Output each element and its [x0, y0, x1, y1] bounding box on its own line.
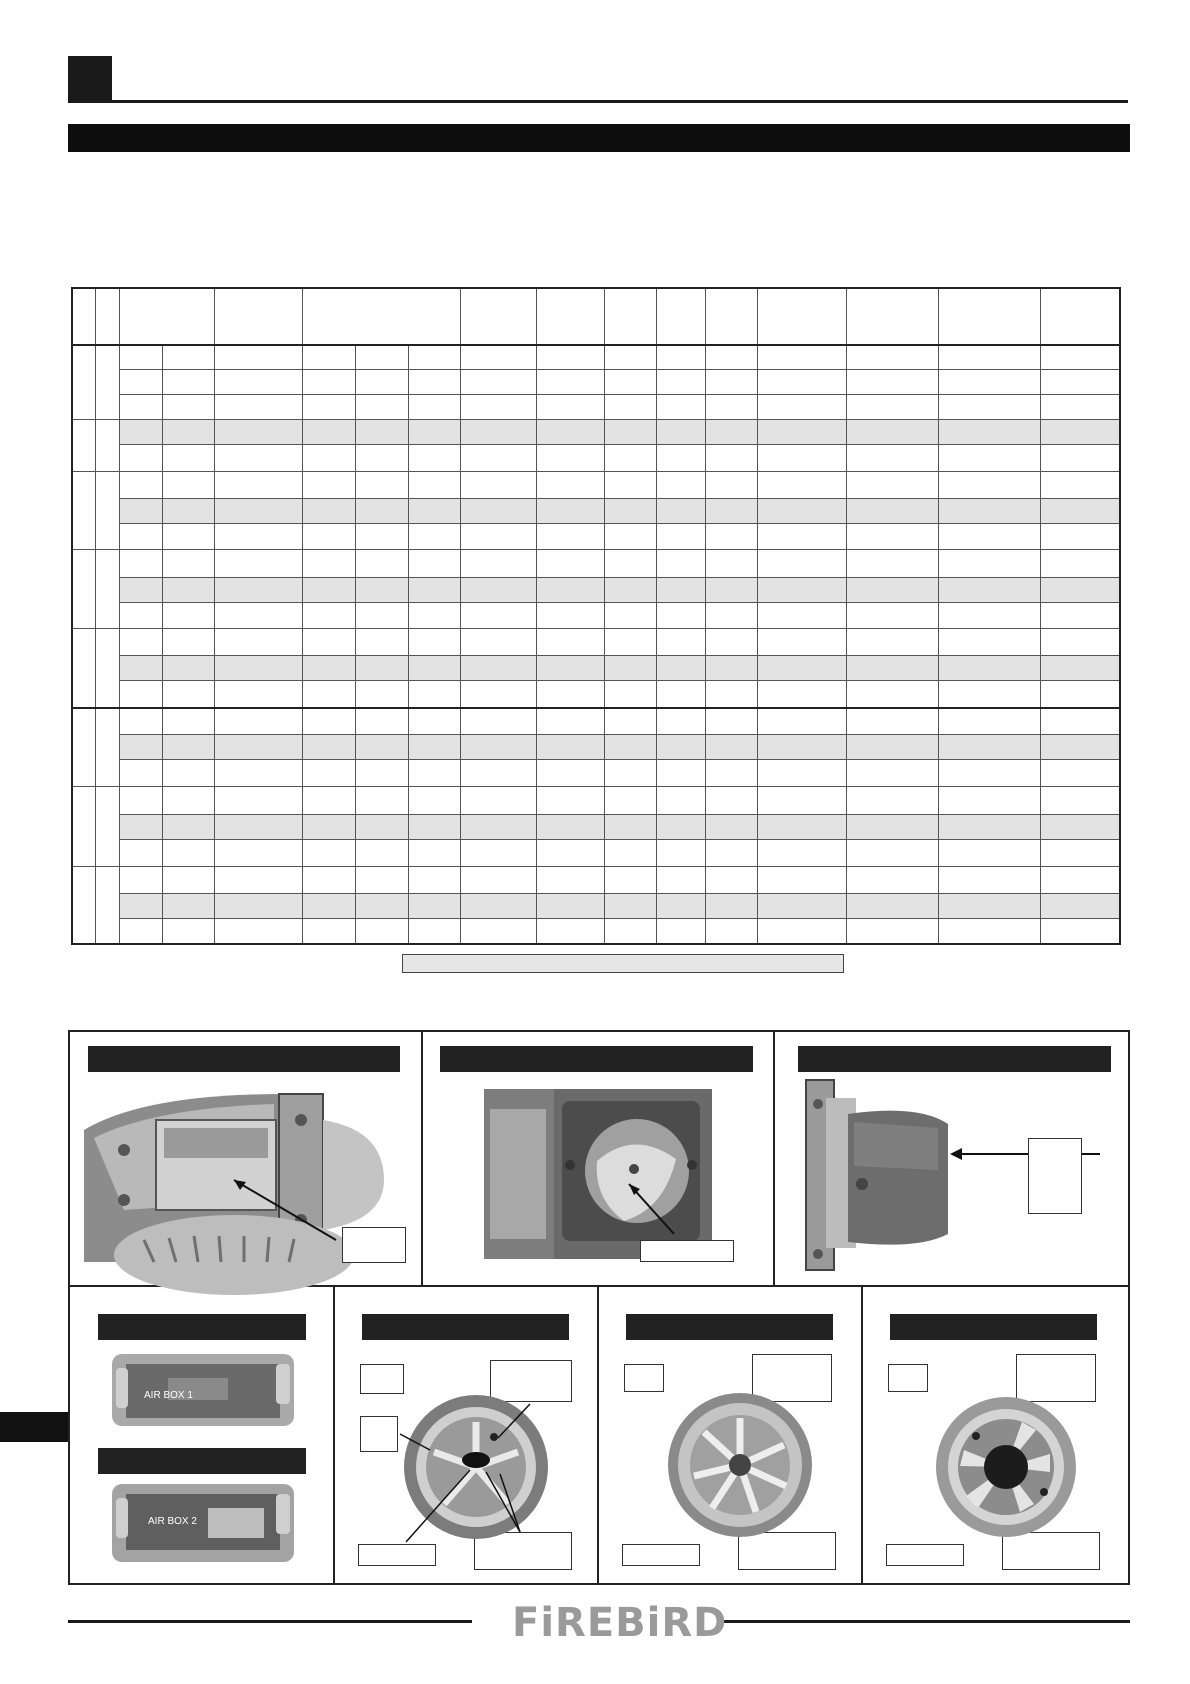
panel-divider: [333, 1285, 335, 1583]
table-row-line: [119, 444, 1119, 445]
panel-title-bar: [626, 1314, 833, 1340]
footer-rule-right: [722, 1620, 1130, 1623]
callout-label-box: [342, 1227, 406, 1263]
blast-tube-photo: [798, 1074, 978, 1274]
table-row-shaded: [119, 655, 1119, 680]
table-row-line: [119, 734, 1119, 735]
table-caption-bar: [402, 954, 844, 973]
callout-label-box: [888, 1364, 928, 1392]
table-row-line: [73, 419, 1119, 420]
table-row-line: [119, 602, 1119, 603]
table-col-line: [214, 289, 215, 943]
table-row-shaded: [119, 734, 1119, 759]
table-col-line: [119, 289, 120, 943]
air-box-1-label: AIR BOX 1: [144, 1390, 193, 1401]
table-row-line: [119, 814, 1119, 815]
table-row-shaded: [119, 498, 1119, 523]
table-row-shaded: [119, 419, 1119, 444]
air-damper-photo: [484, 1089, 712, 1259]
table-col-line: [656, 289, 657, 943]
callout-label-box: [358, 1544, 436, 1566]
table-col-line: [1040, 289, 1041, 943]
firebird-logo: [510, 1598, 728, 1646]
section-title-bar: [68, 124, 1130, 152]
table-col-line: [95, 289, 96, 943]
panel-title-bar: [98, 1314, 306, 1340]
panel-title-bar: [98, 1448, 306, 1474]
table-row-line: [119, 394, 1119, 395]
panel-title-bar: [440, 1046, 753, 1072]
section-number-block: [68, 56, 112, 100]
table-row-line: [73, 471, 1119, 472]
panel-title-bar: [88, 1046, 400, 1072]
table-col-line: [162, 344, 163, 943]
table-col-line: [705, 289, 706, 943]
callout-label-box: [640, 1240, 734, 1262]
table-col-line: [460, 289, 461, 943]
panel-divider: [597, 1285, 599, 1583]
table-row-line: [73, 866, 1119, 867]
diffuser-a-arrows: [370, 1392, 590, 1542]
panel-divider: [861, 1285, 863, 1583]
air-box-1-photo: [108, 1350, 298, 1430]
table-row-line: [73, 344, 1119, 346]
air-box-2-label: AIR BOX 2: [148, 1516, 197, 1527]
chapter-side-tab: [0, 1412, 68, 1442]
callout-label-box: [622, 1544, 700, 1566]
table-row-line: [119, 893, 1119, 894]
table-row-line: [119, 759, 1119, 760]
table-row-line: [73, 707, 1119, 709]
table-col-line: [355, 344, 356, 943]
callout-label-box: [1028, 1138, 1082, 1214]
panel-divider: [773, 1032, 775, 1285]
panel-title-bar: [890, 1314, 1097, 1340]
table-row-line: [119, 523, 1119, 524]
table-row-line: [119, 680, 1119, 681]
panel-title-bar: [798, 1046, 1111, 1072]
panel-divider: [421, 1032, 423, 1285]
burner-setting-table: [71, 287, 1121, 945]
table-col-line: [938, 289, 939, 943]
table-col-line: [604, 289, 605, 943]
table-row-line: [73, 786, 1119, 787]
table-col-line: [757, 289, 758, 943]
callout-label-box: [624, 1364, 664, 1392]
callout-label-box: [886, 1544, 964, 1566]
table-row-line: [73, 628, 1119, 629]
table-row-line: [119, 839, 1119, 840]
air-box-2-photo: [108, 1480, 298, 1566]
table-row-line: [119, 918, 1119, 919]
table-col-line: [846, 289, 847, 943]
callout-label-box: [360, 1364, 404, 1394]
diffuser-b-photo: [660, 1390, 820, 1540]
table-row-line: [73, 549, 1119, 550]
svg-text:FiREBiRD: FiREBiRD: [512, 1600, 728, 1646]
table-row-shaded: [119, 577, 1119, 602]
table-row-line: [119, 577, 1119, 578]
table-col-line: [408, 344, 409, 943]
photo-panels: [68, 1030, 1130, 1585]
table-row-shaded: [119, 814, 1119, 839]
table-col-line: [536, 289, 537, 943]
diffuser-c-photo: [926, 1392, 1086, 1542]
panel-title-bar: [362, 1314, 569, 1340]
table-row-line: [119, 498, 1119, 499]
table-row-line: [119, 369, 1119, 370]
table-row-line: [119, 655, 1119, 656]
table-col-line: [302, 289, 303, 943]
table-row-shaded: [119, 893, 1119, 918]
footer-rule-left: [68, 1620, 472, 1623]
header-rule: [68, 100, 1128, 103]
